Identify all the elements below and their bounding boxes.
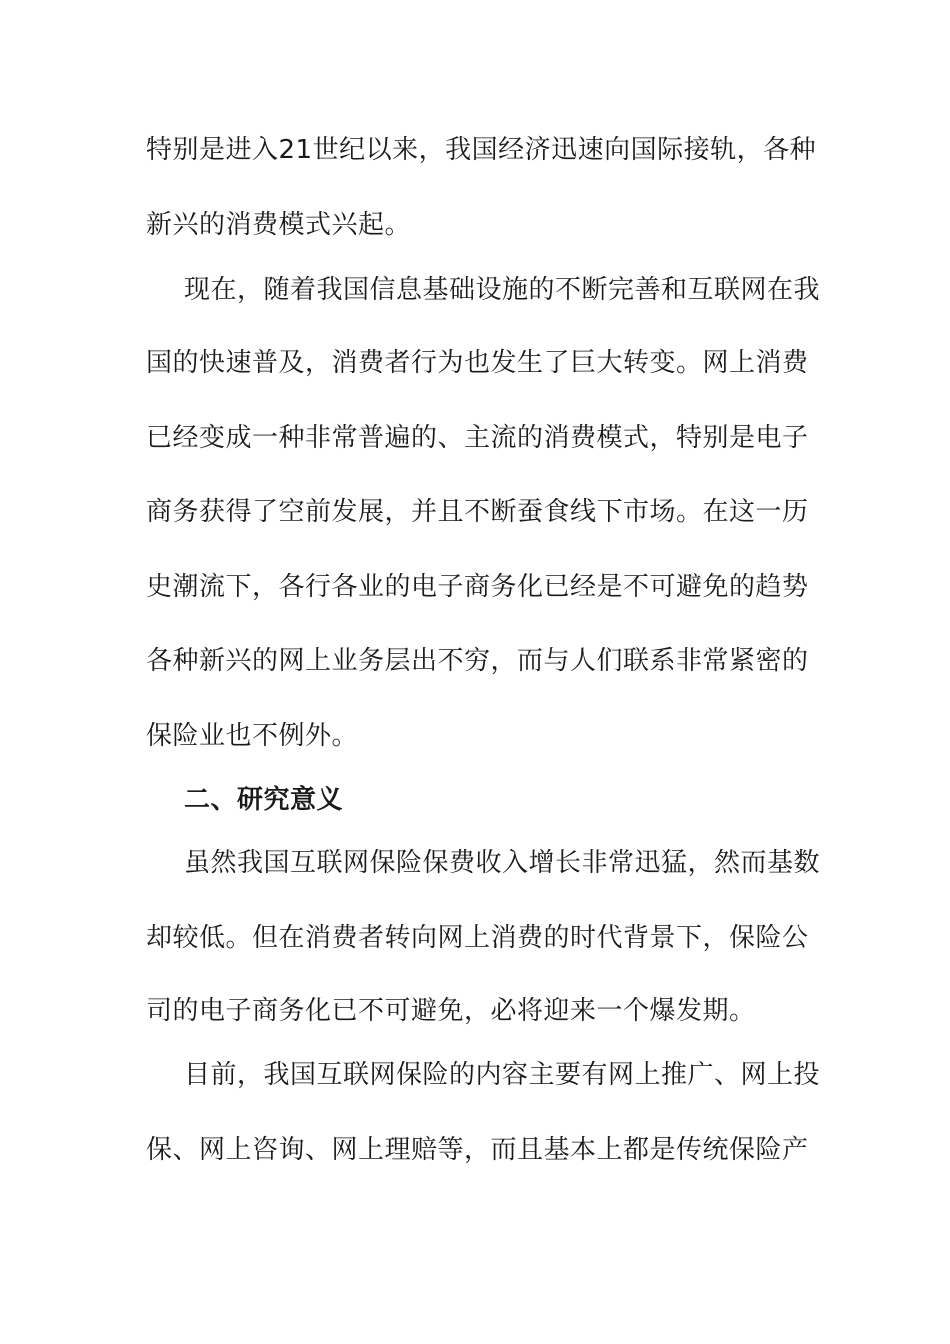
paragraph-line: 各种新兴的网上业务层出不穷，而与人们联系非常紧密的 [146,646,809,676]
paragraph-line: 保险业也不例外。 [146,721,359,751]
paragraph-line: 司的电子商务化已不可避免，必将迎来一个爆发期。 [146,996,756,1026]
paragraph-line: 新兴的消费模式兴起。 [146,210,412,240]
paragraph-line: 虽然我国互联网保险保费收入增长非常迅猛，然而基数 [184,848,821,878]
paragraph-line: 保、网上咨询、网上理赔等，而且基本上都是传统保险产 [146,1135,809,1165]
paragraph-line: 商务获得了空前发展，并且不断蚕食线下市场。在这一历 [146,497,809,527]
paragraph-line: 国的快速普及，消费者行为也发生了巨大转变。网上消费 [146,348,809,378]
paragraph-line: 特别是进入21世纪以来，我国经济迅速向国际接轨，各种 [146,135,817,165]
paragraph-line: 却较低。但在消费者转向网上消费的时代背景下，保险公 [146,923,809,953]
paragraph-line: 已经变成一种非常普遍的、主流的消费模式，特别是电子 [146,423,809,453]
paragraph-line: 史潮流下，各行各业的电子商务化已经是不可避免的趋势 [146,572,809,602]
paragraph-line: 现在，随着我国信息基础设施的不断完善和互联网在我 [184,275,821,305]
section-heading: 二、研究意义 [184,785,344,815]
paragraph-line: 目前，我国互联网保险的内容主要有网上推广、网上投 [184,1060,821,1090]
